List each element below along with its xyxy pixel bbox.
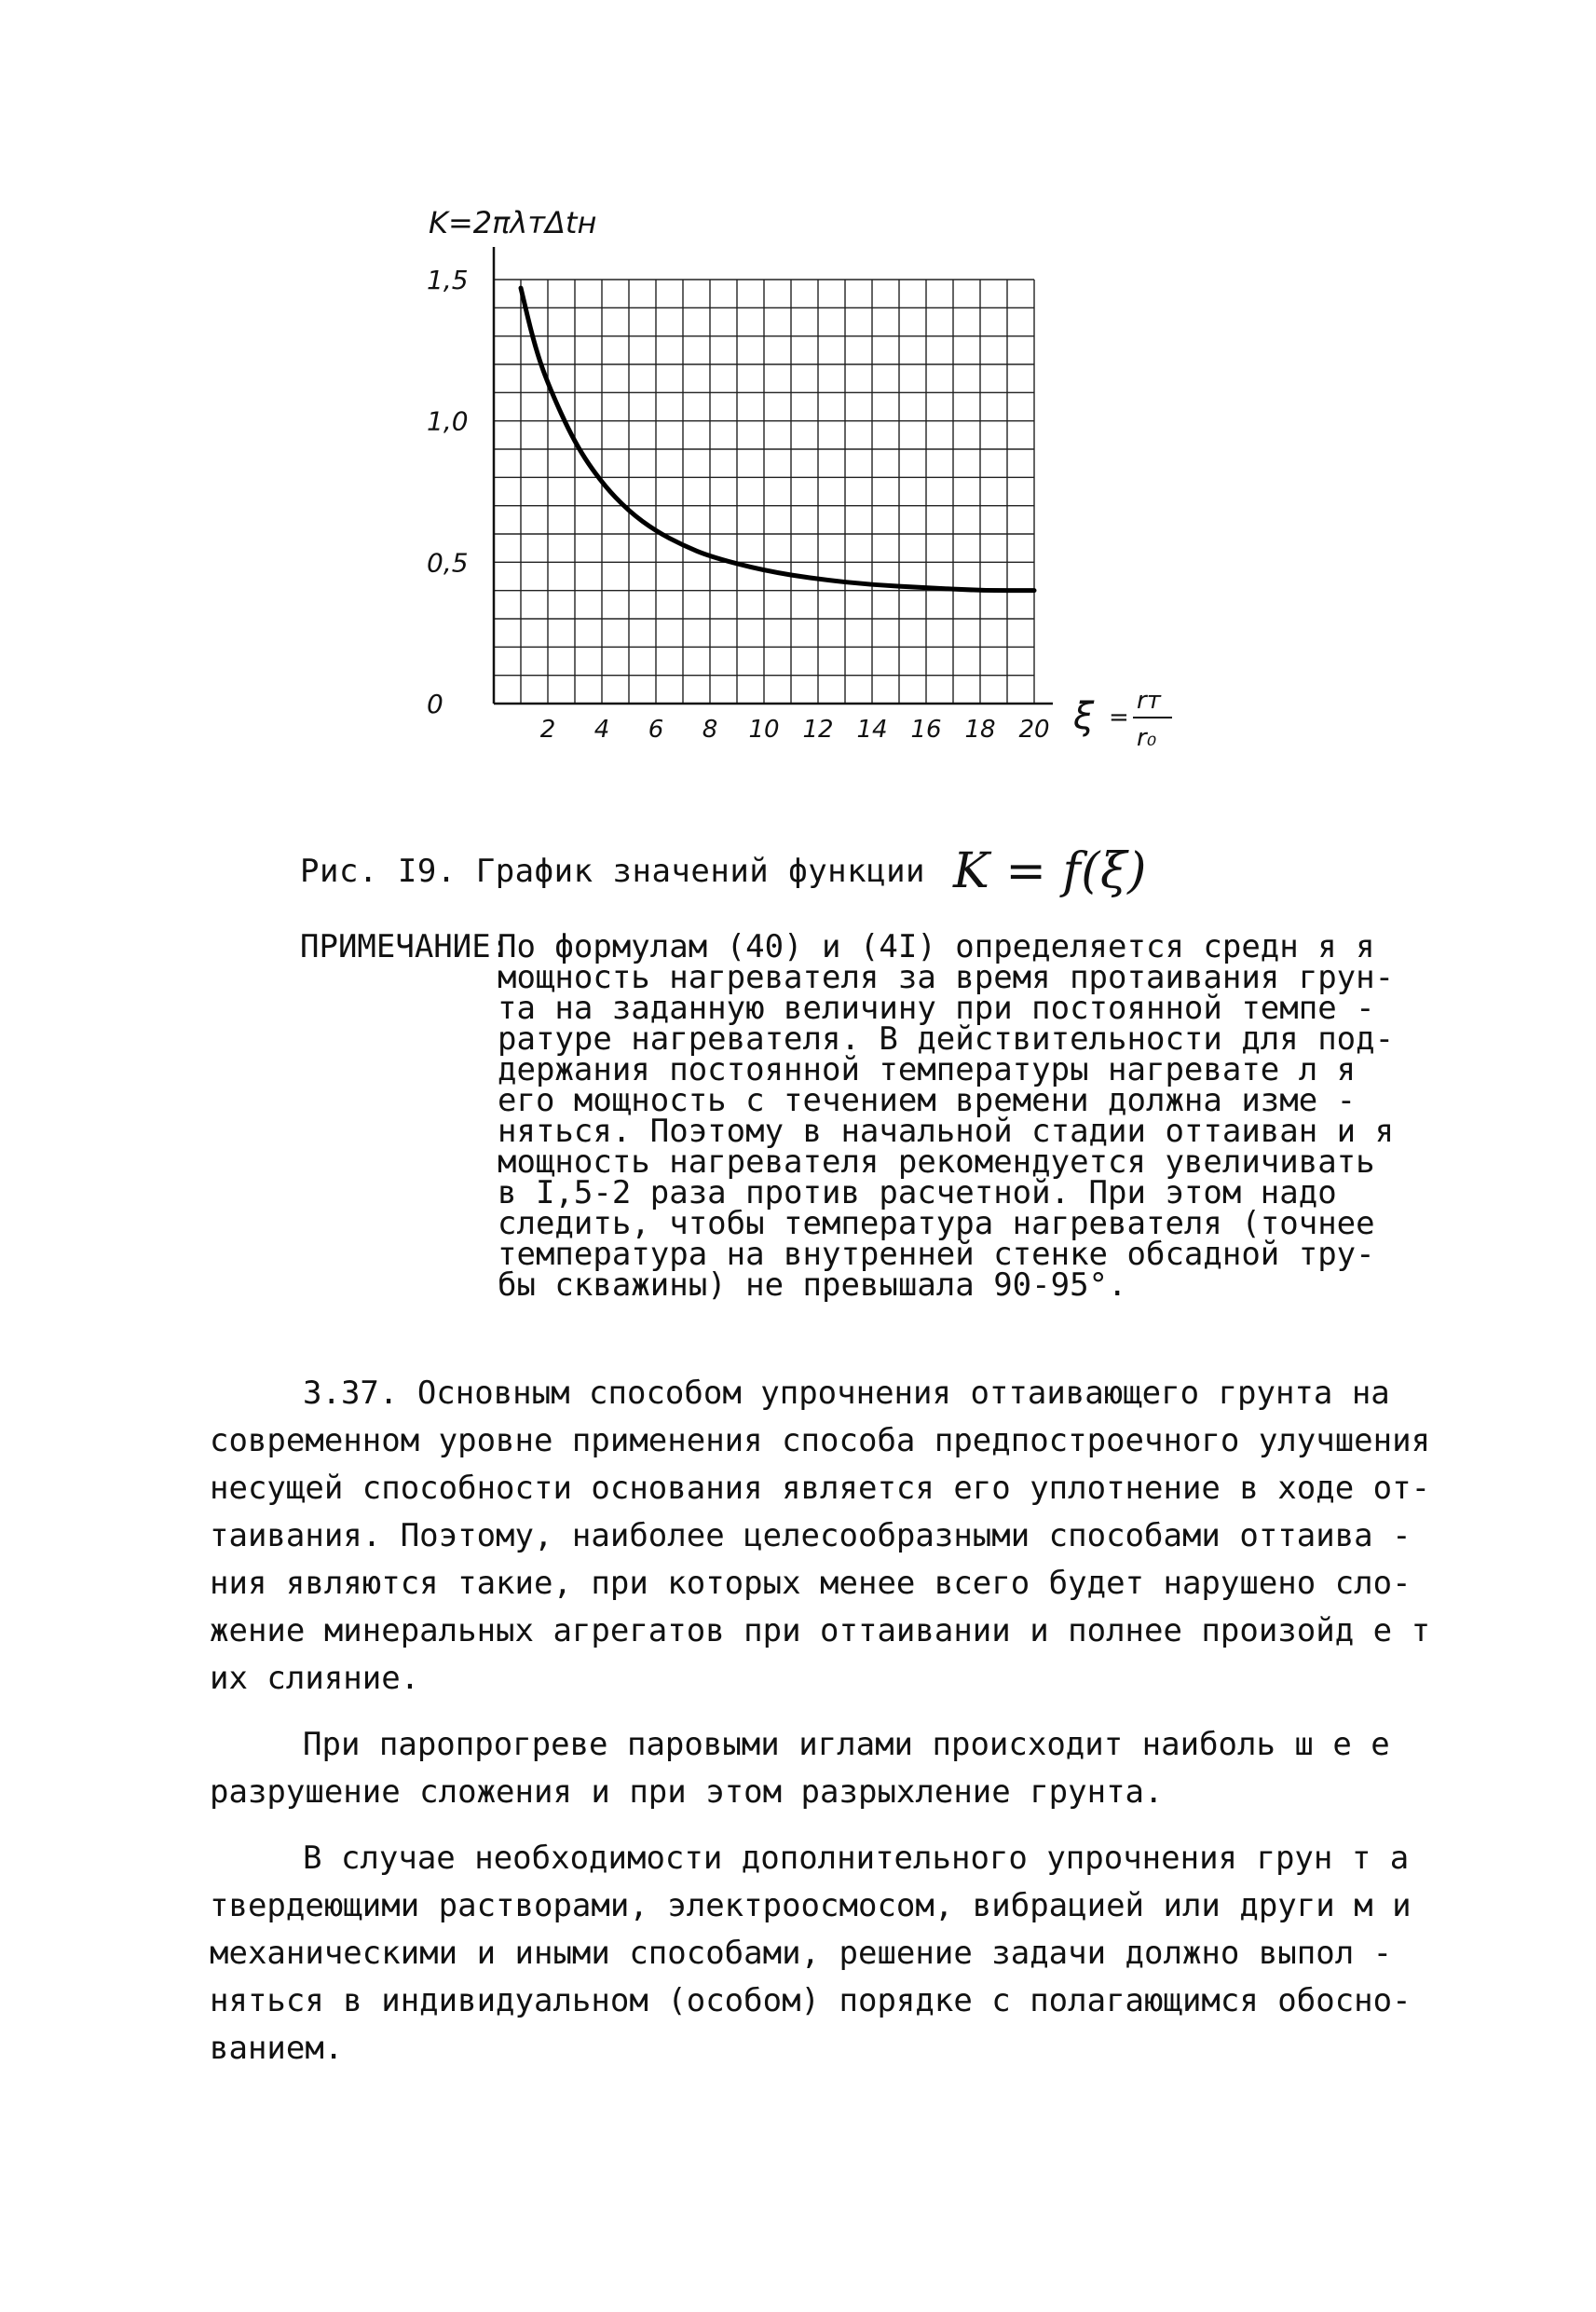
curve-k-of-xi xyxy=(521,288,1034,591)
note-label: ПРИМЕЧАНИЕ: xyxy=(300,928,511,965)
note-line: няться. Поэтому в начальной стадии оттаиван и я xyxy=(498,1113,1395,1150)
note-line: следить, чтобы температура нагревателя (точнее xyxy=(498,1205,1375,1242)
x-axis-denominator: r₀ xyxy=(1137,724,1157,752)
paragraph-steam xyxy=(210,1721,1421,1816)
paragraph-line: ния являются такие, при которых менее всего будет нарушено сло- xyxy=(210,1565,1412,1602)
x-tick-labels xyxy=(540,716,1050,744)
caption-text: Рис. I9. График значений функции xyxy=(300,853,926,890)
y-tick-label: 0,5 xyxy=(427,547,469,579)
note-line: ратуре нагревателя. В действительности для под- xyxy=(498,1020,1395,1058)
x-tick-label: 8 xyxy=(702,716,718,744)
body-text xyxy=(210,1370,1431,2091)
note-line: в I,5-2 раза против расчетной. При этом надо xyxy=(498,1174,1337,1211)
x-tick-label: 20 xyxy=(1018,716,1050,744)
note-block xyxy=(300,928,1418,1304)
paragraph-line: разрушение сложения и при этом разрыхление грунта. xyxy=(210,1773,1164,1811)
note-line: мощность нагревателя за время протаивания грун- xyxy=(498,959,1395,996)
note-line: По формулам (40) и (4I) определяется средн я я xyxy=(498,928,1375,965)
paragraph-line: современном уровне применения способа предпостроечного улучшения xyxy=(210,1422,1431,1459)
x-axis-numerator: rт xyxy=(1137,687,1161,715)
paragraph-line: твердеющими растворами, электроосмосом, вибрацией или други м и xyxy=(210,1887,1412,1924)
paragraph-line: При паропрогреве паровыми иглами происходит наиболь ш е е xyxy=(303,1726,1390,1763)
note-line: та на заданную величину при постоянной темпе - xyxy=(498,990,1375,1027)
figure-caption xyxy=(300,843,1147,899)
note-line: бы скважины) не превышала 90-95°. xyxy=(498,1266,1127,1304)
paragraph-line: таивания. Поэтому, наиболее целесообразными способами оттаива - xyxy=(210,1517,1412,1554)
y-tick-label: 0 xyxy=(427,689,443,719)
x-tick-label: 2 xyxy=(539,716,556,744)
x-tick-label: 16 xyxy=(910,716,942,744)
paragraph-line: их слияние. xyxy=(210,1660,420,1697)
x-axis-equals: = xyxy=(1109,704,1129,732)
y-tick-labels xyxy=(427,265,469,719)
function-chart xyxy=(391,196,1211,773)
y-tick-label: 1,0 xyxy=(427,405,469,437)
x-tick-label: 10 xyxy=(748,716,780,744)
x-axis-label xyxy=(1072,687,1172,752)
caption-formula: K = f(ξ) xyxy=(953,843,1147,899)
x-axis-symbol: ξ xyxy=(1073,695,1095,738)
note-line: его мощность с течением времени должна изме - xyxy=(498,1082,1357,1119)
x-tick-label: 4 xyxy=(593,716,610,744)
x-tick-label: 6 xyxy=(648,716,664,744)
paragraph-3-37 xyxy=(210,1370,1431,1703)
paragraph-line: 3.37. Основным способом упрочнения оттаивающего грунта на xyxy=(303,1375,1390,1412)
paragraph-line: несущей способности основания является его уплотнение в ходе от- xyxy=(210,1470,1431,1507)
paragraph-line: няться в индивидуальном (особом) порядке с полагающимся обосно- xyxy=(210,1982,1412,2019)
paragraph-line: ванием. xyxy=(210,2030,344,2067)
note-line: температура на внутренней стенке обсадной тру- xyxy=(498,1236,1375,1273)
note-line: мощность нагревателя рекомендуется увеличивать xyxy=(498,1143,1375,1181)
chart-series xyxy=(521,288,1034,591)
chart-grid xyxy=(494,280,1034,704)
x-tick-label: 12 xyxy=(802,716,834,744)
y-tick-label: 1,5 xyxy=(427,265,469,295)
paragraph-line: В случае необходимости дополнительного упрочнения грун т а xyxy=(303,1840,1410,1877)
paragraph-line: жение минеральных агрегатов при оттаивании и полнее произойд е т xyxy=(210,1612,1431,1649)
y-axis-label: K=2πλтΔtн xyxy=(429,205,597,240)
paragraph-line: механическими и иными способами, решение задачи должно выпол - xyxy=(210,1935,1393,1972)
note-text xyxy=(498,928,1401,1304)
note-line: держания постоянной температуры нагревате л я xyxy=(498,1051,1357,1088)
chart-axes xyxy=(494,247,1053,704)
x-tick-label: 14 xyxy=(856,716,888,744)
paragraph-additional xyxy=(210,1835,1421,2073)
x-tick-label: 18 xyxy=(964,716,996,744)
